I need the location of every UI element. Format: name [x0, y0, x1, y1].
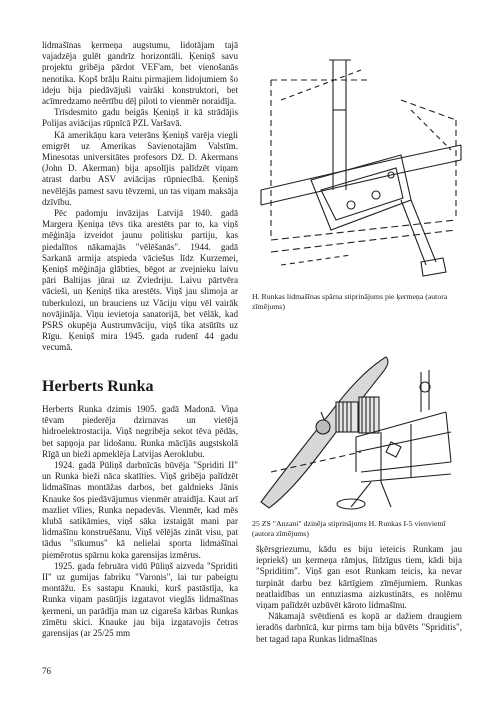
section-heading: Herberts Runka [42, 378, 154, 395]
section-paragraph-2: 1924. gadā Pūliņš darbnīcās būvēja "Spriditi II" un Runka bieži nāca skatīties. Viņš gribēja palīdzēt lidmašīnas montāžas darbos, bet galdnieks Jānis Knauke šos piedāvājumus vienmēr atraidīja. Kaut arī mazliet vīlies, Runka nepadevās. Vienmēr, kad mēs klubā satikāmies, viņš sāka izstaigāt mani par lidmašīnu konstruēšanu. Viņš vēlējās zināt visu, pat tādus "sīkumus" kā nelielai sporta lidmašīnai piemērotus spārnu koka garensijas izmērus. [42, 460, 238, 560]
paragraph-3: Kā amerikāņu kara veterāns Ķeniņš varēja viegli emigrēt uz Amerikas Savienotajām Valstīm. Minesotas universitātes profesors Dž. D. Akermans (John D. Akerman) bija apsolījis palīdzēt viņam atrast darbu ASV aviācijas rūpniecībā. Ķeniņš nevēlējās pamest savu tēvzemi, un tas viņam maksāja dzīvību. [42, 129, 238, 207]
section-column [42, 404, 238, 639]
paragraph-1: lidmašīnas ķermeņa augstumu, lidotājam tajā vajadzēja gulēt gandrīz horizontāli. Ķeniņš savu projektu gribēja pārdot VEF'am, bet vienošanās nenotika. Kopš brāļu Raitu pirmajiem lidojumiem šo ideju bija piedāvājuši vairāki konstruktori, bet acīmredzamo neērtību dēļ piloti to vienmēr noraidīja. [42, 40, 238, 107]
right-column [256, 544, 462, 645]
left-column [42, 40, 238, 354]
figure2-caption: 25 ZS "Anzani" dzinēja stiprinājums H. Runkas I-5 vienvietnī (autora zīmējums) [252, 519, 446, 538]
page-number: 76 [42, 666, 51, 676]
wing-attachment-drawing [251, 40, 466, 290]
engine-mount-drawing [251, 352, 467, 512]
paragraph-4: Pēc padomju invāzijas Latvijā 1940. gadā Margera Ķeniņa tēvs tika arestēts par to, ka viņš mēģināja izveidot jaunu politisku partiju, kas piedalītos nākamajās "vēlēšanās". 1944. gadā Sarkanā armija atspieda vāciešus līdz Kurzemei, Ķeniņš mēģināja glābties, bēgot ar zvejnieku laivu pāri Baltijas jūrai uz Zviedriju. Laivu pārtvēra vācieši, un Ķeniņš tika arestēts. Viņš jau slimoja ar tuberkulozi, un brauciens uz Vāciju viņu vēl vairāk novājināja. Viņu ievietoja sanatorijā, bet vēlāk, kad PSRS okupēja Austrumvāciju, viņš tika atsūtīts uz Rīgu. Ķeniņš mira 1945. gada rudenī 44 gadu vecumā. [42, 208, 238, 353]
figure1-caption: H. Runkas lidmašīnas spārna stiprinājums pie ķermeņa (autora zīmējums) [252, 292, 448, 311]
right-paragraph-2: Nākamajā svētdienā es kopā ar dažiem draugiem ieradōs darbnīcā, kur pirms tam bija būvēts "Spriditis", bet tagad tapa Runkas lidmašīnas [256, 611, 462, 644]
section-paragraph-1: Herberts Runka dzimis 1905. gadā Madonā. Viņa tēvam piederēja dzirnavas un vietējā hidroelektrostacija. Viņš negribēja sekot tēva pēdās, bet sapņoja par lidošanu. Runka mācījās augstskolā Rīgā un bieži apmeklēja Latvijas Aeroklubu. [42, 404, 238, 459]
right-paragraph-1: šķērsgriezumu, kādu es biju ieteicis Runkam jau iepriekš) un ķermeņa rāmjus, līdzīgus tiem, kādi bija "Spriditim". Viņš gan esot Runkam teicis, ka nevar turpināt darbu bez kārtīgiem zīmējumiem. Runkas neatlaidības un entuziasma aizkustināts, es nolēmu viņam palīdzēt uzbūvēt kāroto lidmašīnu. [256, 544, 462, 611]
section-paragraph-3: 1925. gada februāra vidū Pūliņš aizveda "Spriditi II" uz gumijas fabriku "Varonis", lai tur pabeigtu montāžu. Es sastapu Knauki, kurš pastāstīja, ka Runka viņam pasūtījis izgatavot vieglās lidmašīnas ķermeni, un parādīja man uz cigareša kārbas Runkas zīmētu skici. Knauke jau bija izgatavojis četras garensijas (ar 25/25 mm [42, 560, 238, 639]
paragraph-2: Trīsdesmito gadu beigās Ķeniņš it kā strādājis Polijas aviācijas rūpnīcā PZL Varšavā. [42, 107, 238, 129]
